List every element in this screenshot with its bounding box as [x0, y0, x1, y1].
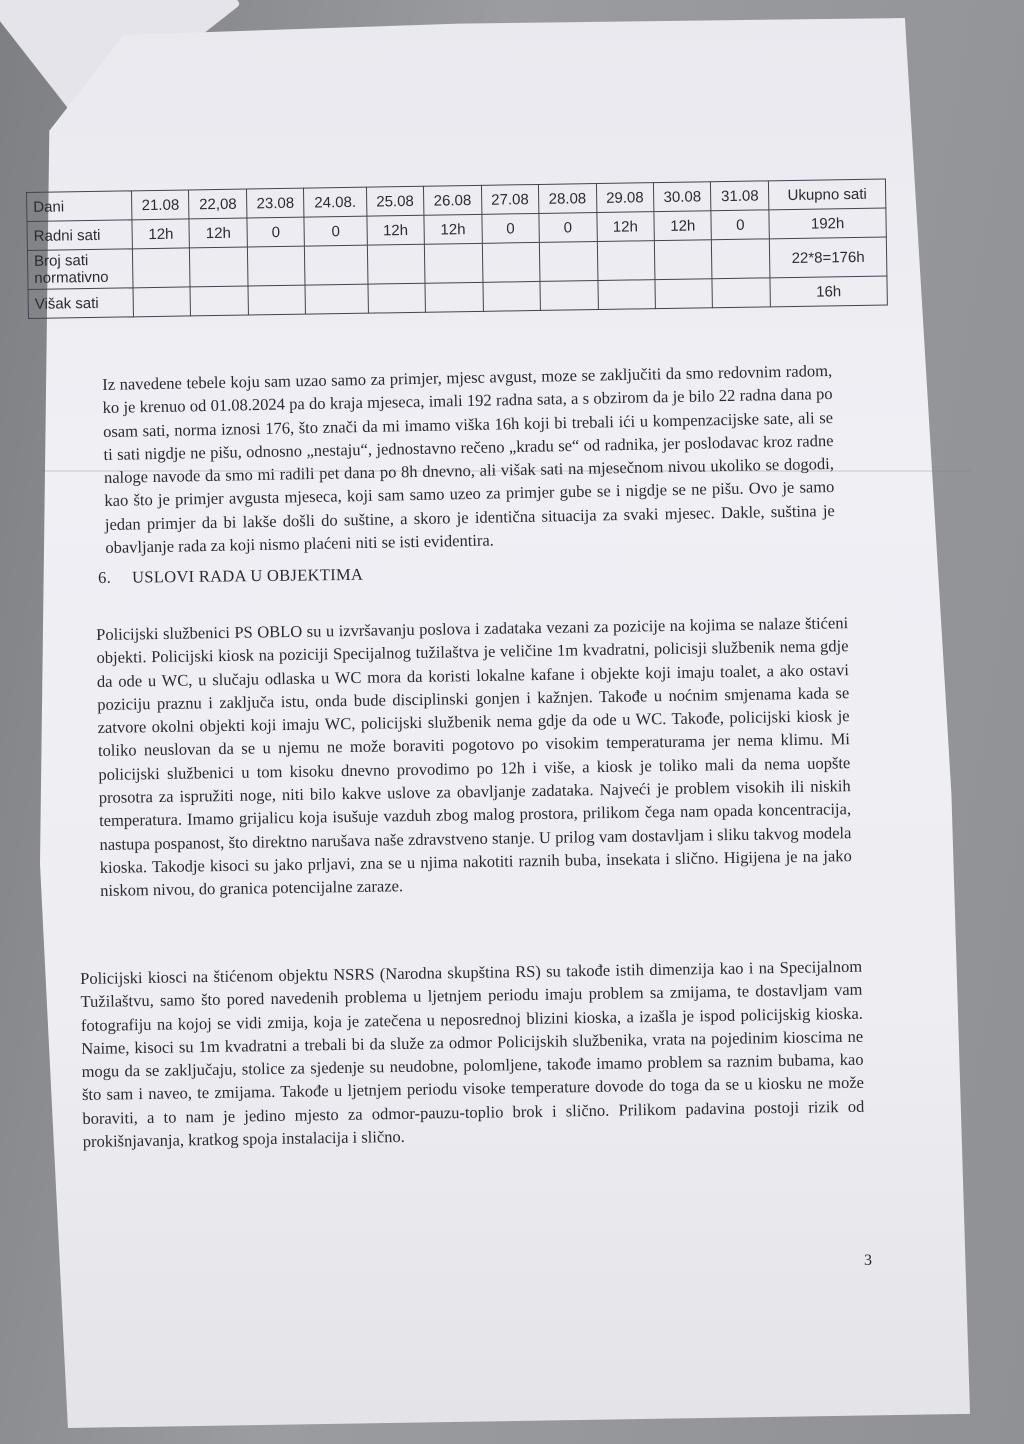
- table-cell: [305, 284, 368, 314]
- table-cell: [190, 286, 248, 316]
- table-cell: 25.08: [366, 186, 424, 216]
- table-cell: Ukupno sati: [768, 179, 885, 210]
- paragraph-table-explanation: Iz navedene tebele koju sam uzao samo za primjer, mjesc avgust, moze se zaključiti da smo redovnim radom, ko je krenuo od 01.08.2024 pa do kraja mjeseca, imali 192 radna sata, a s obzirom da je bilo 22 radna dana po osam sati, norma iznosi 176, što znači da mi imamo viška 16h koji bi trebali ići u kompenzacijske sate, ali se ti sati nigdje ne pišu, odnosno „nestaju“, jednostavno rečeno „kradu se“ od radnika, jer poslodavac kroz radne naloge navode da smo mi radili pet dana po 8h dnevno, ali višak sati na mjesečnom nivou ukoliko se dogodi, kao što je primjer avgusta mjeseca, koji sam samo uzeo za primjer gube se i nigdje se ne pišu. Ovo je samo jedan primjer da bi lakše došli do suštine, a skoro je identična situacija za svaki mjesec. Dakle, suština je obavljanje rada za koji nismo plaćeni niti se isti evidentira.: [102, 360, 835, 557]
- table-cell: [367, 244, 425, 284]
- table-cell: 12h: [189, 218, 247, 248]
- table-cell: [424, 243, 482, 283]
- table-cell: 23.08: [246, 188, 304, 218]
- table-cell: Dani: [27, 191, 132, 222]
- paragraph-nsrs-kiosks: Policijski kiosci na štićenom objektu NSRS (Narodna skupština RS) su takođe istih dimenzija kao i na Specijalnom Tužilaštvu, samo što pored navedenih problema u ljetnjem periodu imaju problem sa zmijama, te dostavljam vam fotografiju na kojoj se vidi zmija, koja je zatečena u neposrednoj blizini kioska, a izašla je ispod policijskig kioska. Naime, kisoci su 1m kvadratni a trebali bi da služe za odmor Policijskih službenika, vrata na pojedinim kioscima ne mogu da se zaključaju, stolice za sjedenje su neudobne, polomljene, takođe imamo problem sa raznim bubama, kao što sam i naveo, te zmijama. Takođe u ljetnjem periodu visoke temperature dovode do toga da se u kiosku ne može boraviti, a to nam je jedino mjesto za odmor-pauzu-toplio brok i slično. Prilikom padavina postoji rizik od prokišnjavanja, kratkog spoja instalacija i slično.: [80, 956, 865, 1151]
- table-cell: 0: [481, 213, 539, 243]
- table-cell: 22*8=176h: [769, 237, 887, 278]
- table-cell: 30.08: [653, 182, 711, 212]
- table-cell: 28.08: [538, 184, 596, 214]
- page-number: 3: [864, 1252, 872, 1269]
- table-cell: 0: [711, 210, 769, 240]
- table-cell: 31.08: [711, 181, 769, 211]
- table-cell: [712, 239, 770, 279]
- table-cell: [654, 240, 712, 280]
- table-cell: [132, 248, 190, 288]
- table-cell: [712, 278, 770, 308]
- table-cell: [425, 282, 483, 312]
- table-cell: 12h: [654, 211, 712, 241]
- table-cell: 24.08.: [304, 187, 367, 217]
- table-cell: 0: [247, 217, 305, 247]
- table-cell: [248, 285, 306, 315]
- table-cell: [247, 246, 305, 286]
- table-cell: [368, 283, 426, 313]
- table-cell: 29.08: [596, 183, 654, 213]
- table-cell: [655, 279, 713, 309]
- table-cell: [483, 281, 541, 311]
- table-cell: 0: [539, 213, 597, 243]
- working-hours-table: [26, 178, 888, 318]
- table-cell: Višak sati: [28, 288, 133, 319]
- table-cell: 12h: [424, 214, 482, 244]
- table-cell: [539, 242, 597, 282]
- table-cell: [597, 280, 655, 310]
- table-cell: [133, 287, 191, 317]
- table-cell: 12h: [132, 219, 190, 249]
- table-cell: 16h: [770, 276, 887, 307]
- table-cell: [482, 242, 540, 282]
- table-cell: 26.08: [424, 185, 482, 215]
- table-cell: 21.08: [131, 190, 189, 220]
- paragraph-working-conditions: Policijski službenici PS OBLO su u izvršavanju poslova i zadataka vezani za pozicije na kojima se nalaze štićeni objekti. Policijski kiosk na poziciji Specijalnog tužilaštva je veličine 1m kvadratni, policisji službenik nema gdje da ode u WC, u slučaju odlaska u WC mora da koristi lokalne kafane i objekte koji imaju toalet, a ako ostavi poziciju praznu i zaključa istu, onda bude disciplinski gonjen i kažnjen. Takođe u noćnim smjenama kada se zatvore okolni objekti koji imaju WC, policijski službenik nema gdje da ode u WC. Takođe, policijski kiosk je toliko neuslovan da se u njemu ne može boraviti pogotovo po visokim temperaturama jer nema klimu. Mi policijski službenici u tom kisoku dnevno provodimo po 12h i više, a kiosk je toliko mali da nema uopšte prosotra za ispružiti noge, niti bilo kakve uslove za obavljanje zadataka. Najveći je problem visokih ili niskih temperatura. Imamo grijalicu koja isušuje vazduh zbog malog prostora, prilikom čega nam opada koncentracija, nastupa pospanost, što direktno narušava naše zdravstveno stanje. U prilog vam dostavljam i sliku takvog modela kioska. Takodje kisoci su jako prljavi, zna se u njima nakotiti raznih buba, insekata i slično. Higijena je na jako niskom nivou, do granica potencijalne zaraze.: [96, 612, 852, 900]
- section-heading: [98, 565, 363, 588]
- table-cell: 22,08: [189, 189, 247, 219]
- table-cell: [190, 247, 248, 287]
- table-cell: 12h: [367, 215, 425, 245]
- table-cell: 192h: [769, 208, 886, 239]
- table-cell: [305, 245, 368, 285]
- table-cell: [597, 241, 655, 281]
- table-cell: Broj sati normativno: [27, 249, 133, 290]
- section-title: USLOVI RADA U OBJEKTIMA: [131, 564, 364, 587]
- table-cell: [540, 281, 598, 311]
- table-cell: 0: [304, 216, 367, 246]
- table-cell: Radni sati: [27, 220, 132, 251]
- table-cell: 12h: [596, 212, 654, 242]
- section-number: 6.: [98, 567, 112, 587]
- table-cell: 27.08: [481, 184, 539, 214]
